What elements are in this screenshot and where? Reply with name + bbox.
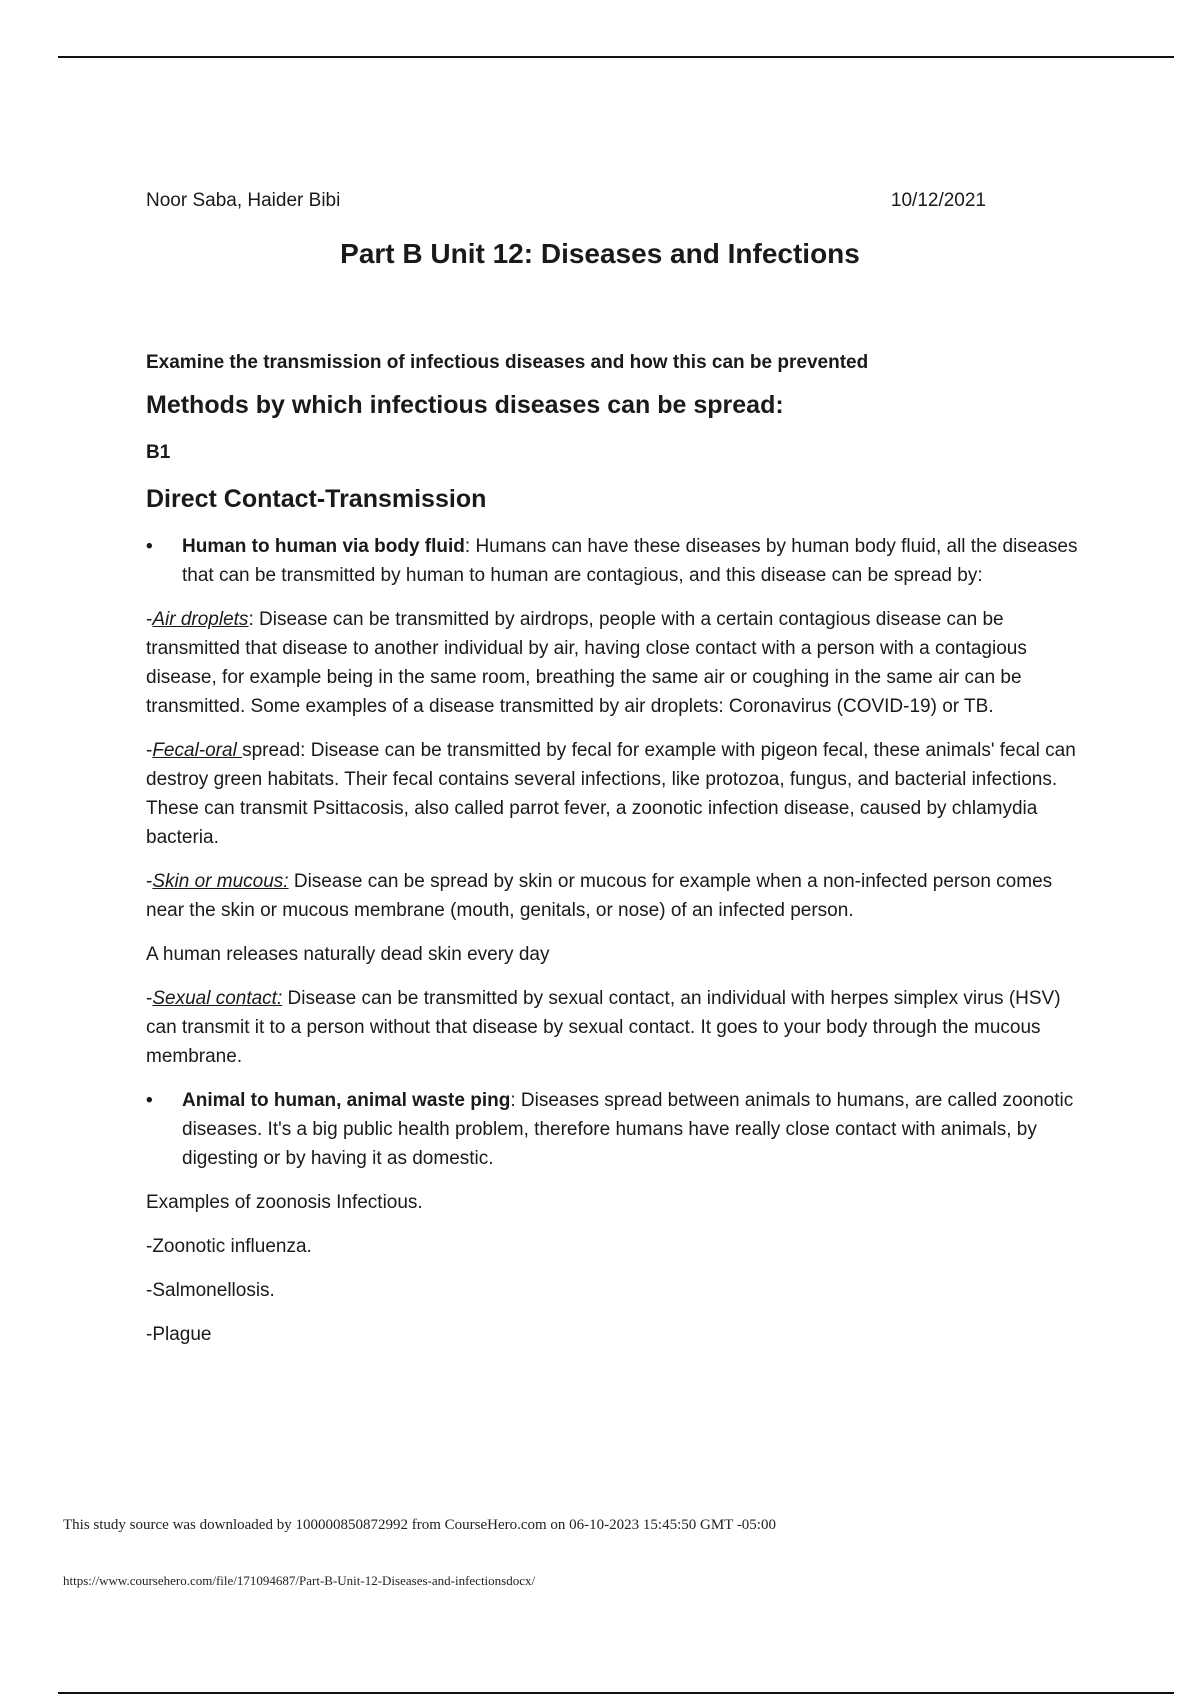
bullet-label: Human to human via body fluid (182, 536, 465, 557)
criterion-label: B1 (146, 442, 171, 463)
term-sexual-contact: Sexual contact: (152, 988, 283, 1009)
paragraph-skin-note: A human releases naturally dead skin every day (146, 944, 550, 965)
bullet-icon: • (146, 536, 153, 557)
download-note: This study source was downloaded by 100000850872992 from CourseHero.com on 06-10-2023 15:45:50 GMT -05:00 (63, 1517, 776, 1533)
term-fecal-oral: Fecal-oral (152, 740, 243, 761)
paragraph-air-droplets (146, 605, 1086, 721)
document-body (146, 348, 1086, 1364)
document-title: Part B Unit 12: Diseases and Infections (340, 238, 860, 269)
assignment-question: Examine the transmission of infectious diseases and how this can be prevented (146, 352, 869, 373)
term-skin-mucous: Skin or mucous: (152, 871, 289, 892)
methods-heading: Methods by which infectious diseases can be spread: (146, 391, 784, 419)
bullet-human-to-human (146, 532, 1086, 590)
dash: - (146, 740, 153, 761)
top-rule (58, 56, 1174, 58)
bullet-text: : Humans can have these diseases by human body fluid, all the diseases that can be transmitted by human to human are contagious, and this disease can be spread by: (182, 536, 1078, 586)
paragraph-text: Disease can be transmitted by sexual contact, an individual with herpes simplex virus (HSV) can transmit it to a person without that disease by sexual contact. It goes to your body through the mucous membrane. (146, 988, 1061, 1067)
authors: Noor Saba, Haider Bibi (146, 190, 341, 211)
bullet-label: Animal to human, animal waste ping (182, 1090, 511, 1111)
paragraph-fecal-oral (146, 736, 1086, 852)
example-item: -Plague (146, 1324, 212, 1345)
section-heading: Direct Contact-Transmission (146, 485, 487, 513)
source-url[interactable]: https://www.coursehero.com/file/171094687/Part-B-Unit-12-Diseases-and-infectionsdocx/ (63, 1573, 536, 1588)
paragraph-sexual-contact (146, 984, 1086, 1071)
dash: - (146, 988, 153, 1009)
bullet-text: : Diseases spread between animals to humans, are called zoonotic diseases. It's a big public health problem, therefore humans have really close contact with animals, by digesting or by having it as domestic. (182, 1090, 1074, 1169)
paragraph-text: Disease can be spread by skin or mucous for example when a non-infected person comes near the skin or mucous membrane (mouth, genitals, or nose) of an infected person. (146, 871, 1053, 921)
bullet-icon: • (146, 1090, 153, 1111)
example-item: -Salmonellosis. (146, 1280, 275, 1301)
bottom-rule (58, 1692, 1174, 1694)
term-air-droplets: Air droplets (152, 609, 249, 630)
example-item: -Zoonotic influenza. (146, 1236, 312, 1257)
paragraph-text: : Disease can be transmitted by airdrops, people with a certain contagious disease can be transmitted that disease to another individual by air, having close contact with a person with a contagious disease, for example being in the same room, breathing the same air or coughing in the same air can be transmitted. Some examples of a disease transmitted by air droplets: Coronavirus (COVID-19) or TB. (146, 609, 1027, 717)
bullet-animal-to-human (146, 1086, 1086, 1173)
date: 10/12/2021 (890, 190, 986, 211)
paragraph-skin-mucous (146, 867, 1086, 925)
dash: - (146, 609, 153, 630)
paragraph-text: spread: Disease can be transmitted by fecal for example with pigeon fecal, these animals' fecal can destroy green habitats. Their fecal contains several infections, like protozoa, fungus, and bacterial infections. These can transmit Psittacosis, also called parrot fever, a zoonotic infection disease, caused by chlamydia bacteria. (146, 740, 1076, 848)
dash: - (146, 871, 153, 892)
examples-heading: Examples of zoonosis Infectious. (146, 1192, 423, 1213)
